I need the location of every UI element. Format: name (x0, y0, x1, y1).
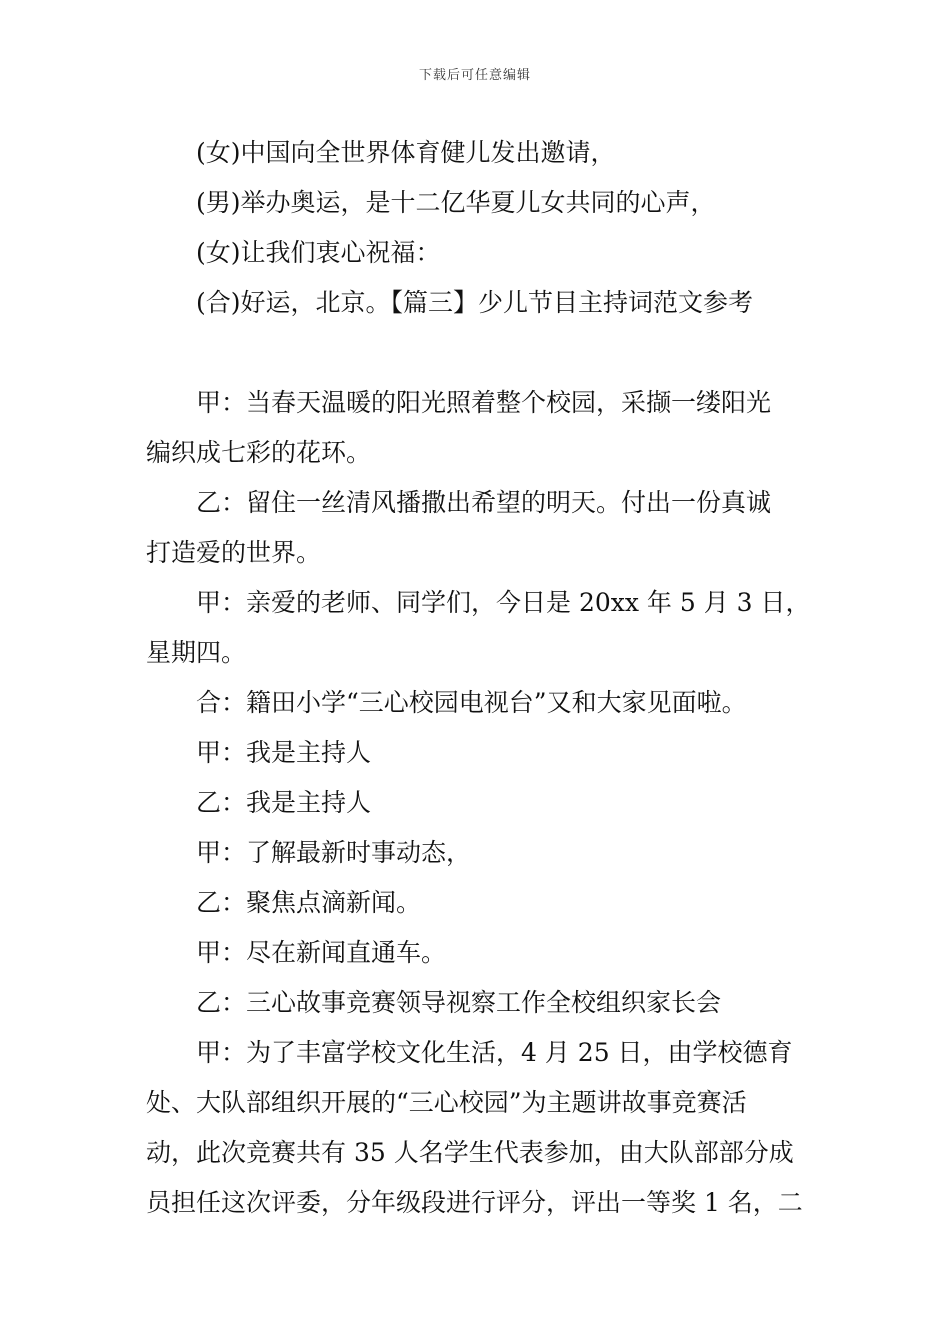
paragraph-line: 员担任这次评委，分年级段进行评分，评出一等奖 1 名，二 (146, 1188, 803, 1217)
script-line: (男)举办奥运，是十二亿华夏儿女共同的心声， (196, 188, 716, 217)
paragraph (146, 578, 810, 678)
paragraph-line: 打造爱的世界。 (146, 538, 322, 567)
paragraph (146, 728, 810, 778)
paragraph (146, 928, 810, 978)
paragraph-line: 甲：为了丰富学校文化生活，4 月 25 日，由学校德育 (196, 1038, 793, 1067)
paragraph-line: 编织成七彩的花环。 (146, 438, 372, 467)
paragraph-line: 乙：聚焦点滴新闻。 (196, 888, 422, 917)
paragraph-line: 动，此次竞赛共有 35 人名学生代表参加，由大队部部分成 (146, 1138, 794, 1167)
paragraph (146, 978, 810, 1028)
paragraph (146, 678, 810, 728)
paragraph (146, 478, 810, 578)
paragraph-line: 乙：三心故事竞赛领导视察工作全校组织家长会 (196, 988, 722, 1017)
page-header-note: 下载后可任意编辑 (418, 68, 531, 83)
paragraph-line: 处、大队部组织开展的“三心校园”为主题讲故事竞赛活 (146, 1088, 747, 1117)
paragraph (146, 878, 810, 928)
paragraph-line: 乙：我是主持人 (196, 788, 372, 817)
paragraph (146, 828, 810, 878)
paragraph-line: 甲：我是主持人 (196, 738, 372, 767)
paragraph-line: 合：籍田小学“三心校园电视台”又和大家见面啦。 (196, 688, 747, 717)
paragraph-line: 甲：尽在新闻直通车。 (196, 938, 447, 967)
paragraph (146, 378, 810, 478)
paragraph (146, 1028, 810, 1228)
paragraph-line: 甲：了解最新时事动态， (196, 838, 472, 867)
paragraph-line: 甲：亲爱的老师、同学们，今日是 20xx 年 5 月 3 日， (196, 588, 811, 617)
script-line-section-title: (合)好运，北京。【篇三】少儿节目主持词范文参考 (196, 288, 754, 317)
script-line: (女)让我们衷心祝福： (196, 238, 441, 267)
paragraph (146, 778, 810, 828)
paragraph-line: 甲：当春天温暖的阳光照着整个校园，采撷一缕阳光 (196, 388, 772, 417)
paragraph-line: 乙：留住一丝清风播撒出希望的明天。付出一份真诚 (196, 488, 772, 517)
paragraph-line: 星期四。 (146, 638, 247, 667)
blank-gap (146, 328, 810, 378)
script-line: (女)中国向全世界体育健儿发出邀请， (196, 138, 616, 167)
document-body (146, 128, 810, 1228)
